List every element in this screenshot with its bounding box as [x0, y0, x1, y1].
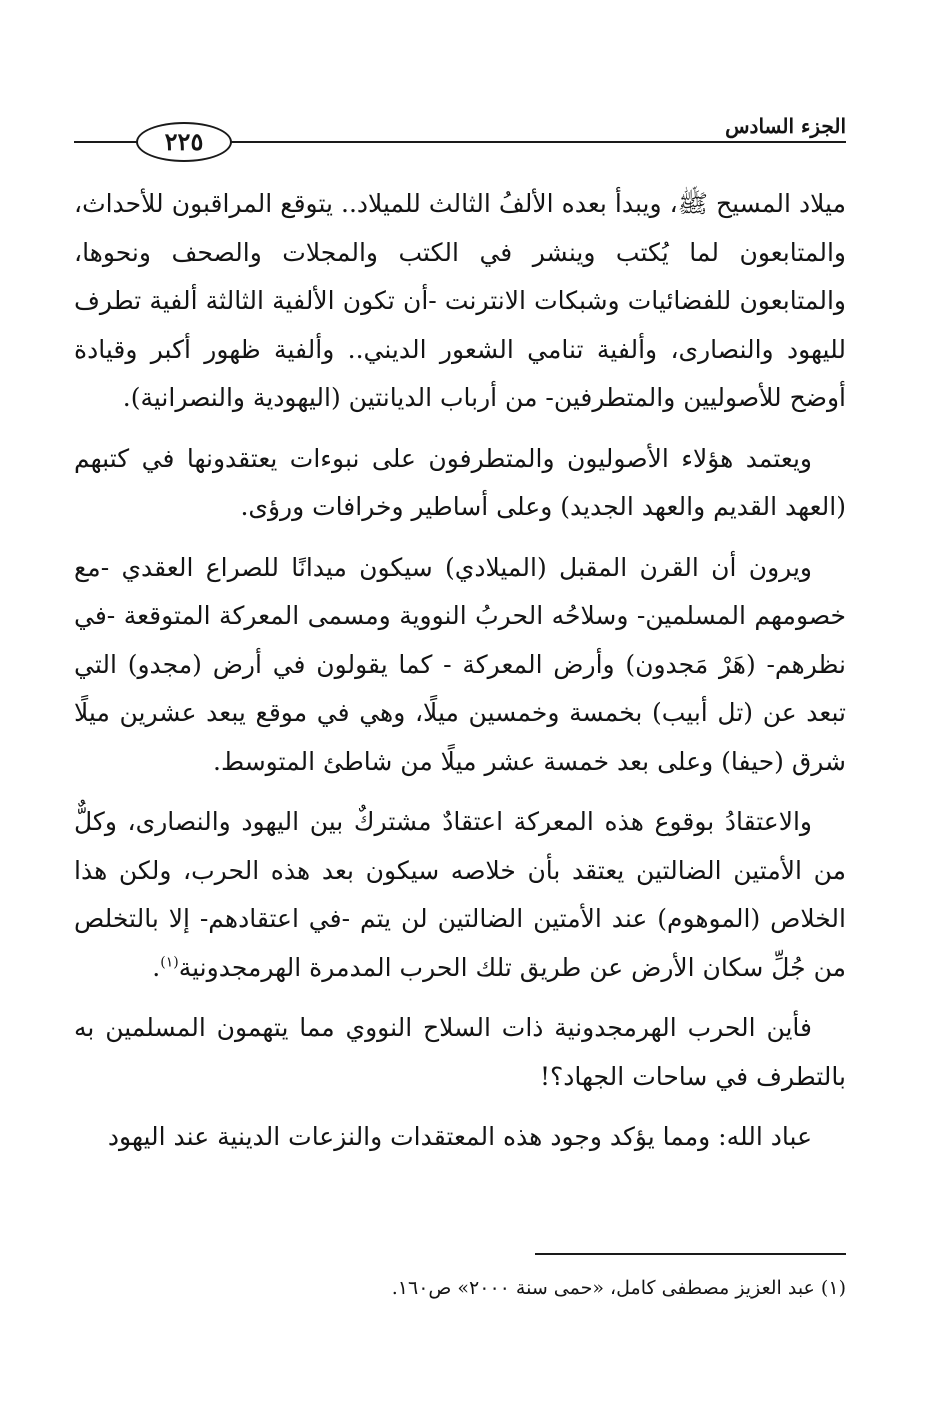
- paragraph-end: .: [152, 952, 161, 982]
- paragraph: [74, 798, 846, 992]
- paragraph: ويعتمد هؤلاء الأصوليون والمتطرفون على نبوءات يعتقدونها في كتبهم (العهد القديم والعهد الجديد) وعلى أساطير وخرافات ورؤى.: [74, 443, 846, 521]
- footnote: (١) عبد العزيز مصطفى كامل، «حمى سنة ٢٠٠٠» ص١٦٠.: [391, 1277, 846, 1299]
- footnote-reference: (١): [160, 954, 179, 971]
- paragraph-text: والاعتقادُ بوقوع هذه المعركة اعتقادٌ مشتركٌ بين اليهود والنصارى، وكلٌّ من الأمتين الضالتين يعتقد بأن خلاصه سيكون بعد هذه الحرب، ولكن هذا الخلاص (الموهوم) عند الأمتين الضالتين لن يتم -في اعتقادهم- إلا بالتخلص من جُلِّ سكان الأرض عن طريق تلك الحرب المدمرة الهرمجدونية: [74, 807, 846, 982]
- paragraph: ميلاد المسيح ﷺ، ويبدأ بعده الألفُ الثالث للميلاد.. يتوقع المراقبون للأحداث، والمتابعون لما يُكتب وينشر في الكتب والمجلات والصحف ونحوها، والمتابعون للفضائيات وشبكات الانترنت -أن تكون الألفية الثالثة ألفية تطرف لليهود والنصارى، وألفية تنامي الشعور الديني.. وألفية ظهور أكبر وقيادة أوضح للأصوليين والمتطرفين- من أرباب الديانتين (اليهودية والنصرانية).: [74, 189, 846, 412]
- part-title: الجزء السادس: [715, 114, 846, 138]
- paragraph: فأين الحرب الهرمجدونية ذات السلاح النووي مما يتهمون المسلمين به بالتطرف في ساحات الجهاد؟!: [74, 1013, 846, 1091]
- footnote-separator: [535, 1253, 846, 1255]
- page-number: ٢٢٥: [136, 122, 232, 162]
- body-text: [74, 180, 846, 1174]
- page-header: [74, 112, 846, 168]
- paragraph: ويرون أن القرن المقبل (الميلادي) سيكون ميدانًا للصراع العقدي -مع خصومهم المسلمين- وسلاحُه الحربُ النووية ومسمى المعركة المتوقعة -في نظرهم- (هَرْ مَجدون) وأرض المعركة - كما يقولون في أرض (مجدو) التي تبعد عن (تل أبيب) بخمسة وخمسين ميلًا، وهي في موقع يبعد عشرين ميلًا شرق (حيفا) وعلى بعد خمسة عشر ميلًا من شاطئ المتوسط.: [74, 552, 846, 776]
- paragraph: عباد الله: ومما يؤكد وجود هذه المعتقدات والنزعات الدينية عند اليهود: [107, 1122, 812, 1151]
